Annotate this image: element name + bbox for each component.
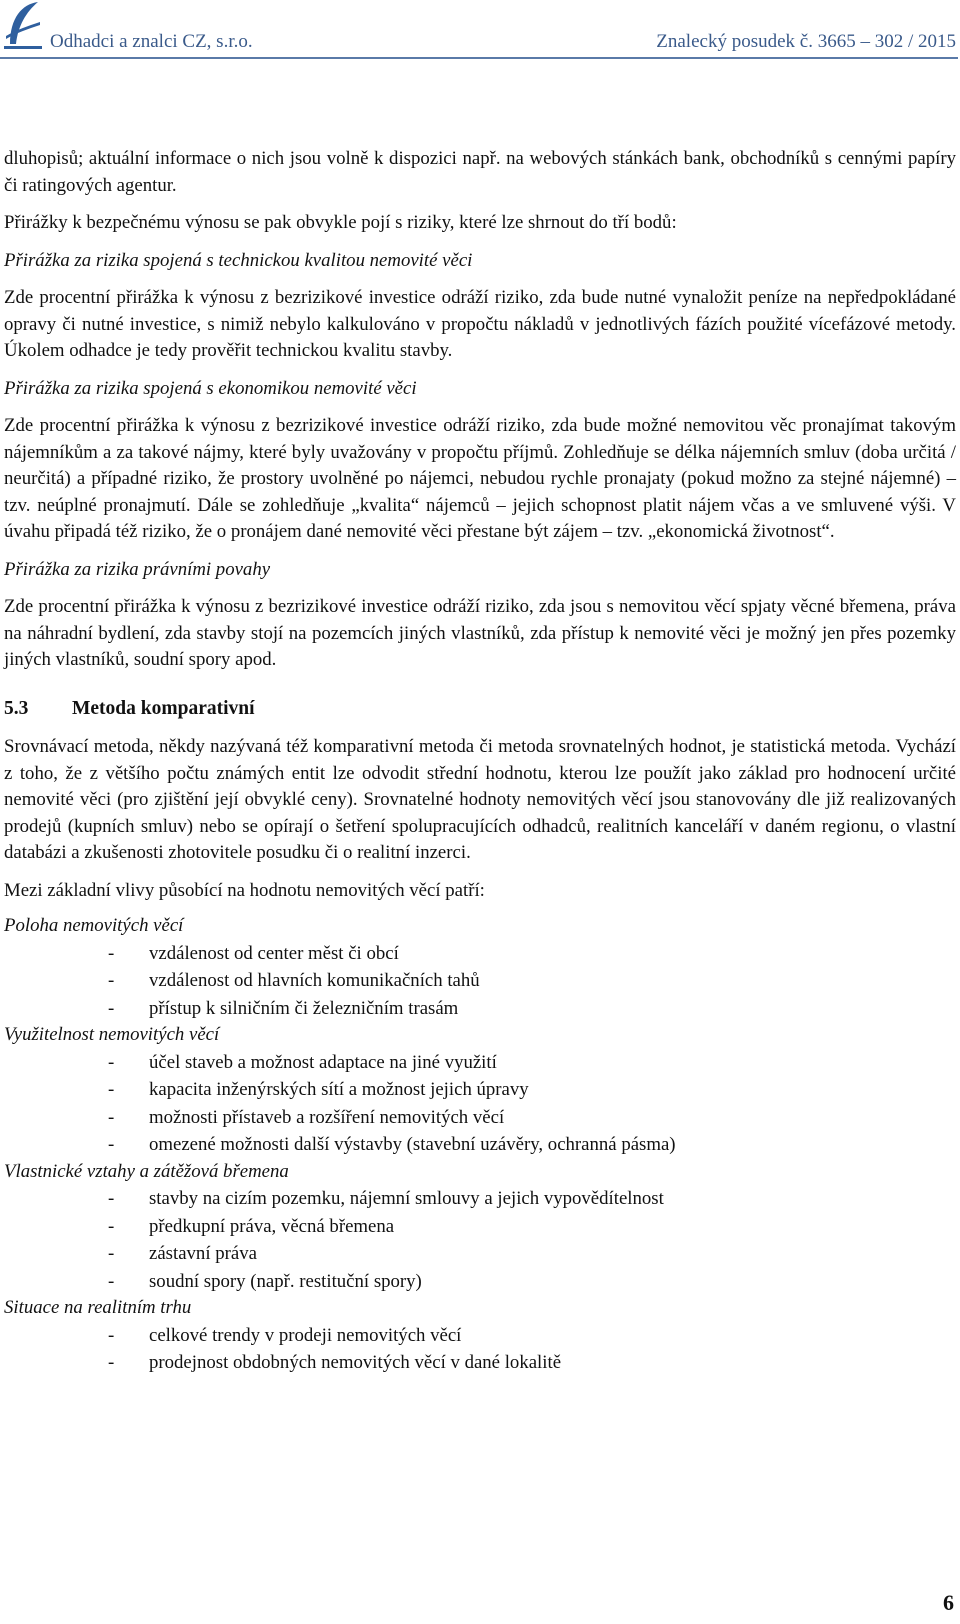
group-title: Poloha nemovitých věcí — [4, 915, 184, 936]
list-item: - předkupní práva, věcná břemena — [4, 1213, 956, 1241]
subheading-legal-risk: Přirážka za rizika právními povahy — [4, 558, 271, 580]
paragraph-economic-risk: Zde procentní přirážka k výnosu z bezrizikové investice odráží riziko, zda bude možné nemovitou věc pronajímat takovým nájemníkům a za takové nájmy, které byly uvažovány v propočtu příjmů. Zohledňuje se délka nájemních smluv (doba určitá / neurčitá) a případné riziko, že prostory uvolněné po nájemci, nebudou rychle pronajaty (pokud možno za stejné nájemné) – tzv. neúplné pronajmutí. Dále se zohledňuje „kvalita“ nájemců – jejich schopnost platit nájem včas a ve smluvené výši. V úvahu připadá též riziko, že o pronájem dané nemovité věci přestane být zájem – tzv. „ekonomická životnost“. — [4, 415, 956, 542]
list-item: - prodejnost obdobných nemovitých věcí v dané lokalitě — [4, 1349, 956, 1377]
subheading-technical-risk: Přirážka za rizika spojená s technickou kvalitou nemovité věci — [4, 249, 473, 271]
list-item: - celkové trendy v prodeji nemovitých věcí — [4, 1322, 956, 1350]
page-number: 6 — [943, 1590, 954, 1615]
list-item: - vzdálenost od center měst či obcí — [4, 940, 956, 968]
page-content — [4, 146, 956, 1377]
company-logo-icon — [4, 0, 42, 50]
bullet-dash: - — [108, 1188, 115, 1209]
list-item: - účel staveb a možnost adaptace na jiné využití — [4, 1049, 956, 1077]
bullet-dash: - — [108, 1352, 115, 1373]
list-item: - stavby na cizím pozemku, nájemní smlouvy a jejich vypovědítelnost — [4, 1185, 956, 1213]
bullet-dash: - — [108, 1270, 115, 1292]
bullet-dash: - — [108, 1106, 115, 1128]
section-title: Metoda komparativní — [72, 697, 255, 719]
list-item: - omezené možnosti další výstavby (stavební uzávěry, ochranná pásma) — [4, 1131, 956, 1159]
group-title: Situace na realitním trhu — [4, 1297, 192, 1318]
bullet-dash: - — [108, 1079, 115, 1100]
paragraph-continuation: dluhopisů; aktuální informace o nich jsou volně k dispozici např. na webových stánkách bank, obchodníků s cennými papíry či ratingových agentur. — [4, 148, 956, 196]
list-item: - možnosti přístaveb a rozšíření nemovitých věcí — [4, 1104, 956, 1132]
list-item: - přístup k silničním či železničním trasám — [4, 995, 956, 1023]
header-rule — [0, 57, 958, 59]
group-list — [4, 1049, 956, 1159]
list-item: - vzdálenost od hlavních komunikačních tahů — [4, 967, 956, 995]
bullet-dash: - — [108, 997, 115, 1019]
page-header — [0, 0, 960, 60]
bullet-dash: - — [108, 1051, 115, 1073]
header-report-number: Znalecký posudek č. 3665 – 302 / 2015 — [656, 31, 956, 52]
list-item: - zástavní práva — [4, 1240, 956, 1268]
list-item: - kapacita inženýrských sítí a možnost jejich úpravy — [4, 1076, 956, 1104]
influence-groups — [4, 913, 956, 1377]
bullet-dash: - — [108, 1243, 115, 1264]
group-list — [4, 1322, 956, 1377]
group-title: Využitelnost nemovitých věcí — [4, 1024, 220, 1045]
bullet-dash: - — [108, 1324, 115, 1346]
header-company-name: Odhadci a znalci CZ, s.r.o. — [50, 31, 253, 52]
bullet-dash: - — [108, 970, 115, 991]
bullet-dash: - — [108, 1215, 115, 1237]
paragraph-intro-risks: Přirážky k bezpečnému výnosu se pak obvykle pojí s riziky, které lze shrnout do tří bodů: — [4, 212, 677, 233]
bullet-dash: - — [108, 1134, 115, 1155]
subheading-economic-risk: Přirážka za rizika spojená s ekonomikou nemovité věci — [4, 377, 417, 399]
paragraph-influences-intro: Mezi základní vlivy působící na hodnotu nemovitých věcí patří: — [4, 879, 485, 901]
group-list — [4, 940, 956, 1023]
paragraph-technical-risk: Zde procentní přirážka k výnosu z bezrizikové investice odráží riziko, zda bude nutné vynaložit peníze na nepředpokládané opravy či nutné investice, s nimiž nebylo kalkulováno v propočtu nákladů v jednotlivých fázích použité vícefázové metody. Úkolem odhadce je tedy prověřit technickou kvalitu stavby. — [4, 287, 956, 361]
section-heading — [4, 696, 956, 723]
group-title: Vlastnické vztahy a zátěžová břemena — [4, 1160, 289, 1182]
section-number: 5.3 — [4, 697, 29, 719]
paragraph-comparative-method: Srovnávací metoda, někdy nazývaná též komparativní metoda či metoda srovnatelných hodnot, je statistická metoda. Vychází z toho, že z většího počtu známých entit lze odvodit střední hodnotu, kterou lze použít jako základ pro hodnocení určité nemovité věci (pro zjištění její obvyklé ceny). Srovnatelné hodnoty nemovitých věcí jsou stanovovány dle již realizovaných prodejů (kupních smluv) nebo se opírají o šetření spolupracujících odhadců, realitních kanceláří v daném regionu, o vlastní databázi a zkušenosti zhotovitele posudku či o realitní inzerci. — [4, 736, 956, 863]
bullet-dash: - — [108, 942, 115, 964]
paragraph-legal-risk: Zde procentní přirážka k výnosu z bezrizikové investice odráží riziko, zda jsou s nemovitou věcí spjaty věcné břemena, práva na náhradní bydlení, zda stavby stojí na pozemcích jiných vlastníků, zda přístup k nemovité věci je možný jen přes pozemky jiných vlastníků, soudní spory apod. — [4, 596, 956, 670]
group-list — [4, 1185, 956, 1295]
list-item: - soudní spory (např. restituční spory) — [4, 1268, 956, 1296]
